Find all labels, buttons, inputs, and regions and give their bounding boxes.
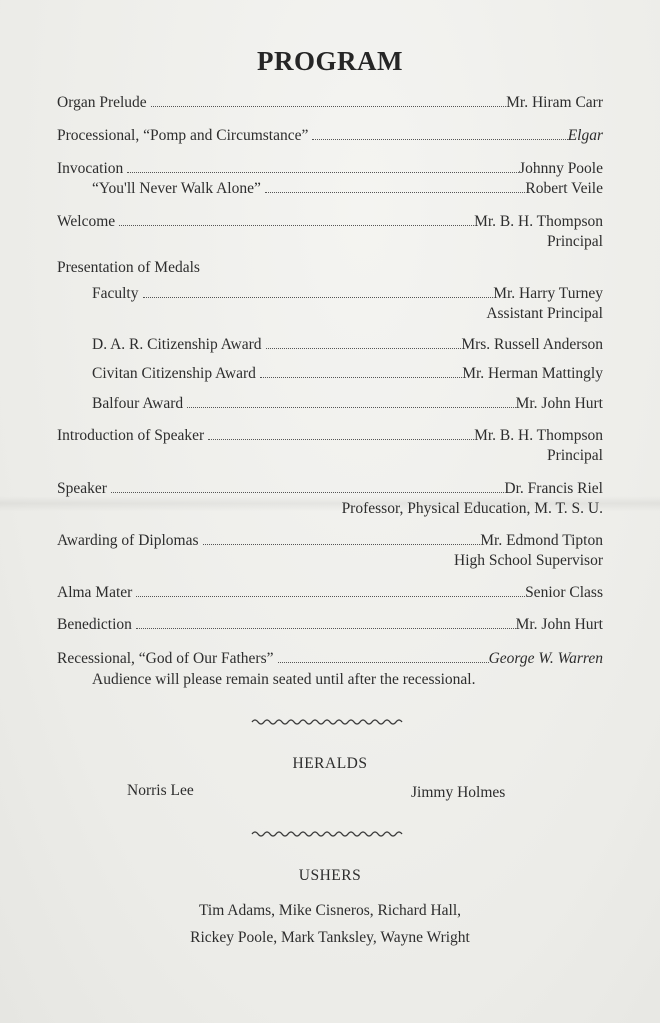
item-performer-title: Assistant Principal [486,305,603,322]
leader-dots [266,348,462,349]
program-item-processional [57,127,603,149]
item-performer-title: High School Supervisor [454,552,603,569]
item-label: D. A. R. Citizenship Award [92,336,262,353]
leader-dots [208,439,474,440]
program-section-medals: Presentation of Medals [57,259,200,276]
item-label: Processional, “Pomp and Circumstance” [57,127,309,144]
program-item-speaker [57,480,603,502]
item-performer-title: Principal [547,447,603,464]
leader-dots [136,628,516,629]
item-performer: Mr. Herman Mattingly [462,365,603,382]
item-label: Recessional, “God of Our Fathers” [57,650,274,667]
program-item-civitan-award [92,365,603,387]
item-label: Introduction of Speaker [57,427,205,444]
item-performer: George W. Warren [488,650,603,667]
item-label: Faculty [92,285,139,302]
item-performer: Mrs. Russell Anderson [461,336,603,353]
leader-dots [143,297,494,298]
leader-dots [265,192,525,193]
item-performer: Mr. Hiram Carr [506,94,603,111]
page-title: PROGRAM [257,46,403,76]
leader-dots [111,492,504,493]
item-performer: Mr. Harry Turney [493,285,603,302]
program-item-benediction [57,616,603,638]
ushers-heading: USHERS [298,867,362,884]
leader-dots [136,596,525,597]
item-label: Benediction [57,616,132,633]
item-performer: Mr. B. H. Thompson [474,213,603,230]
item-performer: Robert Veile [525,180,603,197]
item-label: Speaker [57,480,107,497]
program-item-song [92,180,603,202]
item-performer-title: Principal [547,233,603,250]
leader-dots [260,377,462,378]
program-item-introduction [57,427,603,449]
leader-dots [119,225,474,226]
item-performer: Mr. John Hurt [515,395,603,412]
item-label: Balfour Award [92,395,184,412]
item-label: Awarding of Diplomas [57,532,199,549]
item-performer: Mr. B. H. Thompson [474,427,603,444]
program-item-diplomas [57,532,603,554]
item-label: Civitan Citizenship Award [92,365,256,382]
leader-dots [312,139,567,140]
item-performer: Elgar [567,127,603,144]
leader-dots [278,662,489,663]
program-item-dar-award [92,336,603,358]
item-label: “You'll Never Walk Alone” [92,180,261,197]
ushers-names-line-2: Rickey Poole, Mark Tanksley, Wayne Wright [190,929,470,946]
program-item-organ-prelude [57,94,603,116]
item-performer: Mr. Edmond Tipton [480,532,603,549]
program-item-welcome [57,213,603,235]
item-label: Organ Prelude [57,94,147,111]
item-label: Welcome [57,213,116,230]
ushers-names-line-1: Tim Adams, Mike Cisneros, Richard Hall, [198,902,462,919]
item-label: Invocation [57,160,124,177]
program-item-balfour-award [92,395,603,417]
program-item-alma-mater [57,584,603,606]
leader-dots [203,544,481,545]
item-performer: Dr. Francis Riel [504,480,603,497]
herald-name: Norris Lee [127,782,194,799]
item-performer: Johnny Poole [519,160,603,177]
wavy-divider [248,829,408,839]
program-item-recessional [57,650,603,672]
herald-name: Jimmy Holmes [411,784,506,801]
leader-dots [187,407,515,408]
item-performer: Mr. John Hurt [515,616,603,633]
recessional-note: Audience will please remain seated until after the recessional. [92,671,476,688]
program-item-invocation [57,160,603,182]
item-label: Alma Mater [57,584,133,601]
wavy-divider [248,717,408,727]
leader-dots [151,106,506,107]
leader-dots [127,172,519,173]
item-performer-title: Professor, Physical Education, M. T. S. U. [341,500,603,517]
heralds-heading: HERALDS [292,755,368,772]
item-performer: Senior Class [525,584,603,601]
program-item-faculty [92,285,603,307]
